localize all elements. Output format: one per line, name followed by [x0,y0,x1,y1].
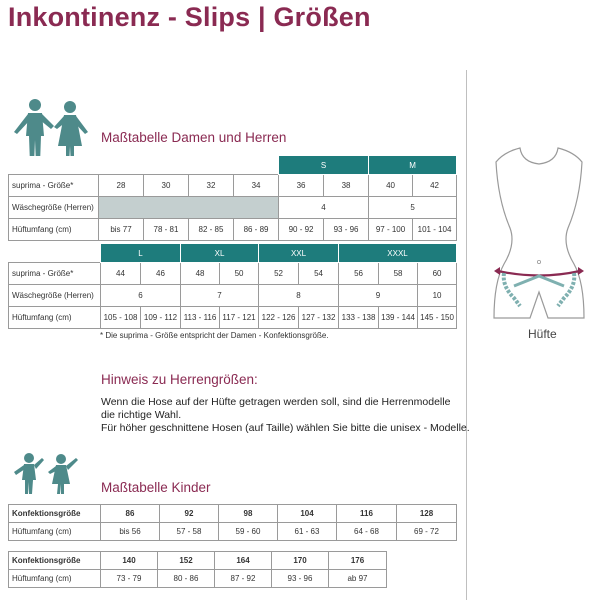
suprima-size-cell: 34 [234,175,279,197]
size-header-xxxl: XXXL [339,244,457,263]
hip-range-cell: 101 - 104 [413,219,457,241]
hip-range-cell: 97 - 100 [369,219,413,241]
row-label-waesche: Wäschegröße (Herren) [9,285,101,307]
kids-size-cell: 92 [160,505,219,523]
footnote: * Die suprima - Größe entspricht der Damen - Konfektionsgröße. [100,331,329,340]
suprima-size-cell: 56 [339,263,379,285]
kids-size-cell: 164 [215,552,272,570]
suprima-size-cell: 28 [99,175,144,197]
hip-range-cell: 105 - 108 [101,307,141,329]
size-table-adults-1 [8,155,457,241]
suprima-size-cell: 60 [418,263,457,285]
size-header-s: S [279,156,369,175]
hip-range-cell: 82 - 85 [189,219,234,241]
hip-range-cell: 86 - 89 [234,219,279,241]
size-table-kids-2 [8,551,387,588]
children-icon [12,452,82,496]
suprima-size-cell: 38 [324,175,369,197]
hip-range-cell: 90 - 92 [279,219,324,241]
hip-range-cell: 139 - 144 [379,307,418,329]
size-table-kids-1 [8,504,457,541]
kids-size-cell: 152 [158,552,215,570]
header-spacer [9,244,101,263]
waesche-size-cell: 8 [259,285,339,307]
hip-range-cell: 59 - 60 [219,523,278,541]
hip-range-cell: 113 - 116 [181,307,220,329]
kids-size-cell: 86 [101,505,160,523]
size-header-xl: XL [181,244,259,263]
torso-measure-icon [488,140,590,320]
row-label-waesche: Wäschegröße (Herren) [9,197,99,219]
waesche-empty-cell [99,197,279,219]
row-label-huefte: Hüftumfang (cm) [9,307,101,329]
suprima-size-cell: 58 [379,263,418,285]
hint-line: Wenn die Hose auf der Hüfte getragen werden soll, sind die Herrenmodelle [101,396,451,408]
hip-range-cell: bis 56 [101,523,160,541]
kids-size-cell: 176 [329,552,387,570]
row-label-huefte: Hüftumfang (cm) [9,219,99,241]
kids-size-cell: 98 [219,505,278,523]
hip-range-cell: 64 - 68 [337,523,397,541]
hip-range-cell: 73 - 79 [101,570,158,588]
page-title: Inkontinenz - Slips | Größen [8,2,371,32]
row-label-konfektion: Konfektionsgröße [9,505,101,523]
hip-range-cell: 122 - 126 [259,307,299,329]
hip-range-cell: 69 - 72 [397,523,457,541]
suprima-size-cell: 30 [144,175,189,197]
suprima-size-cell: 52 [259,263,299,285]
hip-range-cell: 133 - 138 [339,307,379,329]
hip-range-cell: 109 - 112 [141,307,181,329]
suprima-size-cell: 44 [101,263,141,285]
size-header-l: L [101,244,181,263]
waesche-size-cell: 9 [339,285,418,307]
hip-range-cell: 57 - 58 [160,523,219,541]
waesche-size-cell: 6 [101,285,181,307]
kids-size-cell: 128 [397,505,457,523]
vertical-divider [466,70,467,600]
hip-range-cell: ab 97 [329,570,387,588]
suprima-size-cell: 54 [299,263,339,285]
row-label-suprima: suprima - Größe* [9,263,101,285]
hip-range-cell: 117 - 121 [220,307,259,329]
kids-table-heading: Maßtabelle Kinder [101,480,211,495]
suprima-size-cell: 46 [141,263,181,285]
suprima-size-cell: 50 [220,263,259,285]
row-label-suprima: suprima - Größe* [9,175,99,197]
suprima-size-cell: 40 [369,175,413,197]
header-spacer [9,156,279,175]
size-header-m: M [369,156,457,175]
size-header-xxl: XXL [259,244,339,263]
row-label-konfektion: Konfektionsgröße [9,552,101,570]
hip-range-cell: 78 - 81 [144,219,189,241]
waesche-size-cell: 4 [279,197,369,219]
suprima-size-cell: 36 [279,175,324,197]
hint-heading: Hinweis zu Herrengrößen: [101,372,258,387]
waesche-size-cell: 5 [369,197,457,219]
kids-size-cell: 170 [272,552,329,570]
hip-range-cell: 61 - 63 [278,523,337,541]
hip-range-cell: 93 - 96 [324,219,369,241]
waesche-size-cell: 7 [181,285,259,307]
hip-range-cell: bis 77 [99,219,144,241]
waesche-size-cell: 10 [418,285,457,307]
hip-range-cell: 93 - 96 [272,570,329,588]
figure-label: Hüfte [528,327,557,341]
hip-range-cell: 80 - 86 [158,570,215,588]
hip-range-cell: 87 - 92 [215,570,272,588]
hip-range-cell: 145 - 150 [418,307,457,329]
kids-size-cell: 140 [101,552,158,570]
row-label-huefte: Hüftumfang (cm) [9,570,101,588]
suprima-size-cell: 42 [413,175,457,197]
adults-table-heading: Maßtabelle Damen und Herren [101,130,287,145]
hint-line: Für höher geschnittene Hosen (auf Taille) wählen Sie bitte die unisex - Modelle. [101,422,470,434]
hip-range-cell: 127 - 132 [299,307,339,329]
row-label-huefte: Hüftumfang (cm) [9,523,101,541]
suprima-size-cell: 32 [189,175,234,197]
kids-size-cell: 116 [337,505,397,523]
kids-size-cell: 104 [278,505,337,523]
suprima-size-cell: 48 [181,263,220,285]
hint-line: die richtige Wahl. [101,409,182,421]
size-table-adults-2 [8,243,457,329]
